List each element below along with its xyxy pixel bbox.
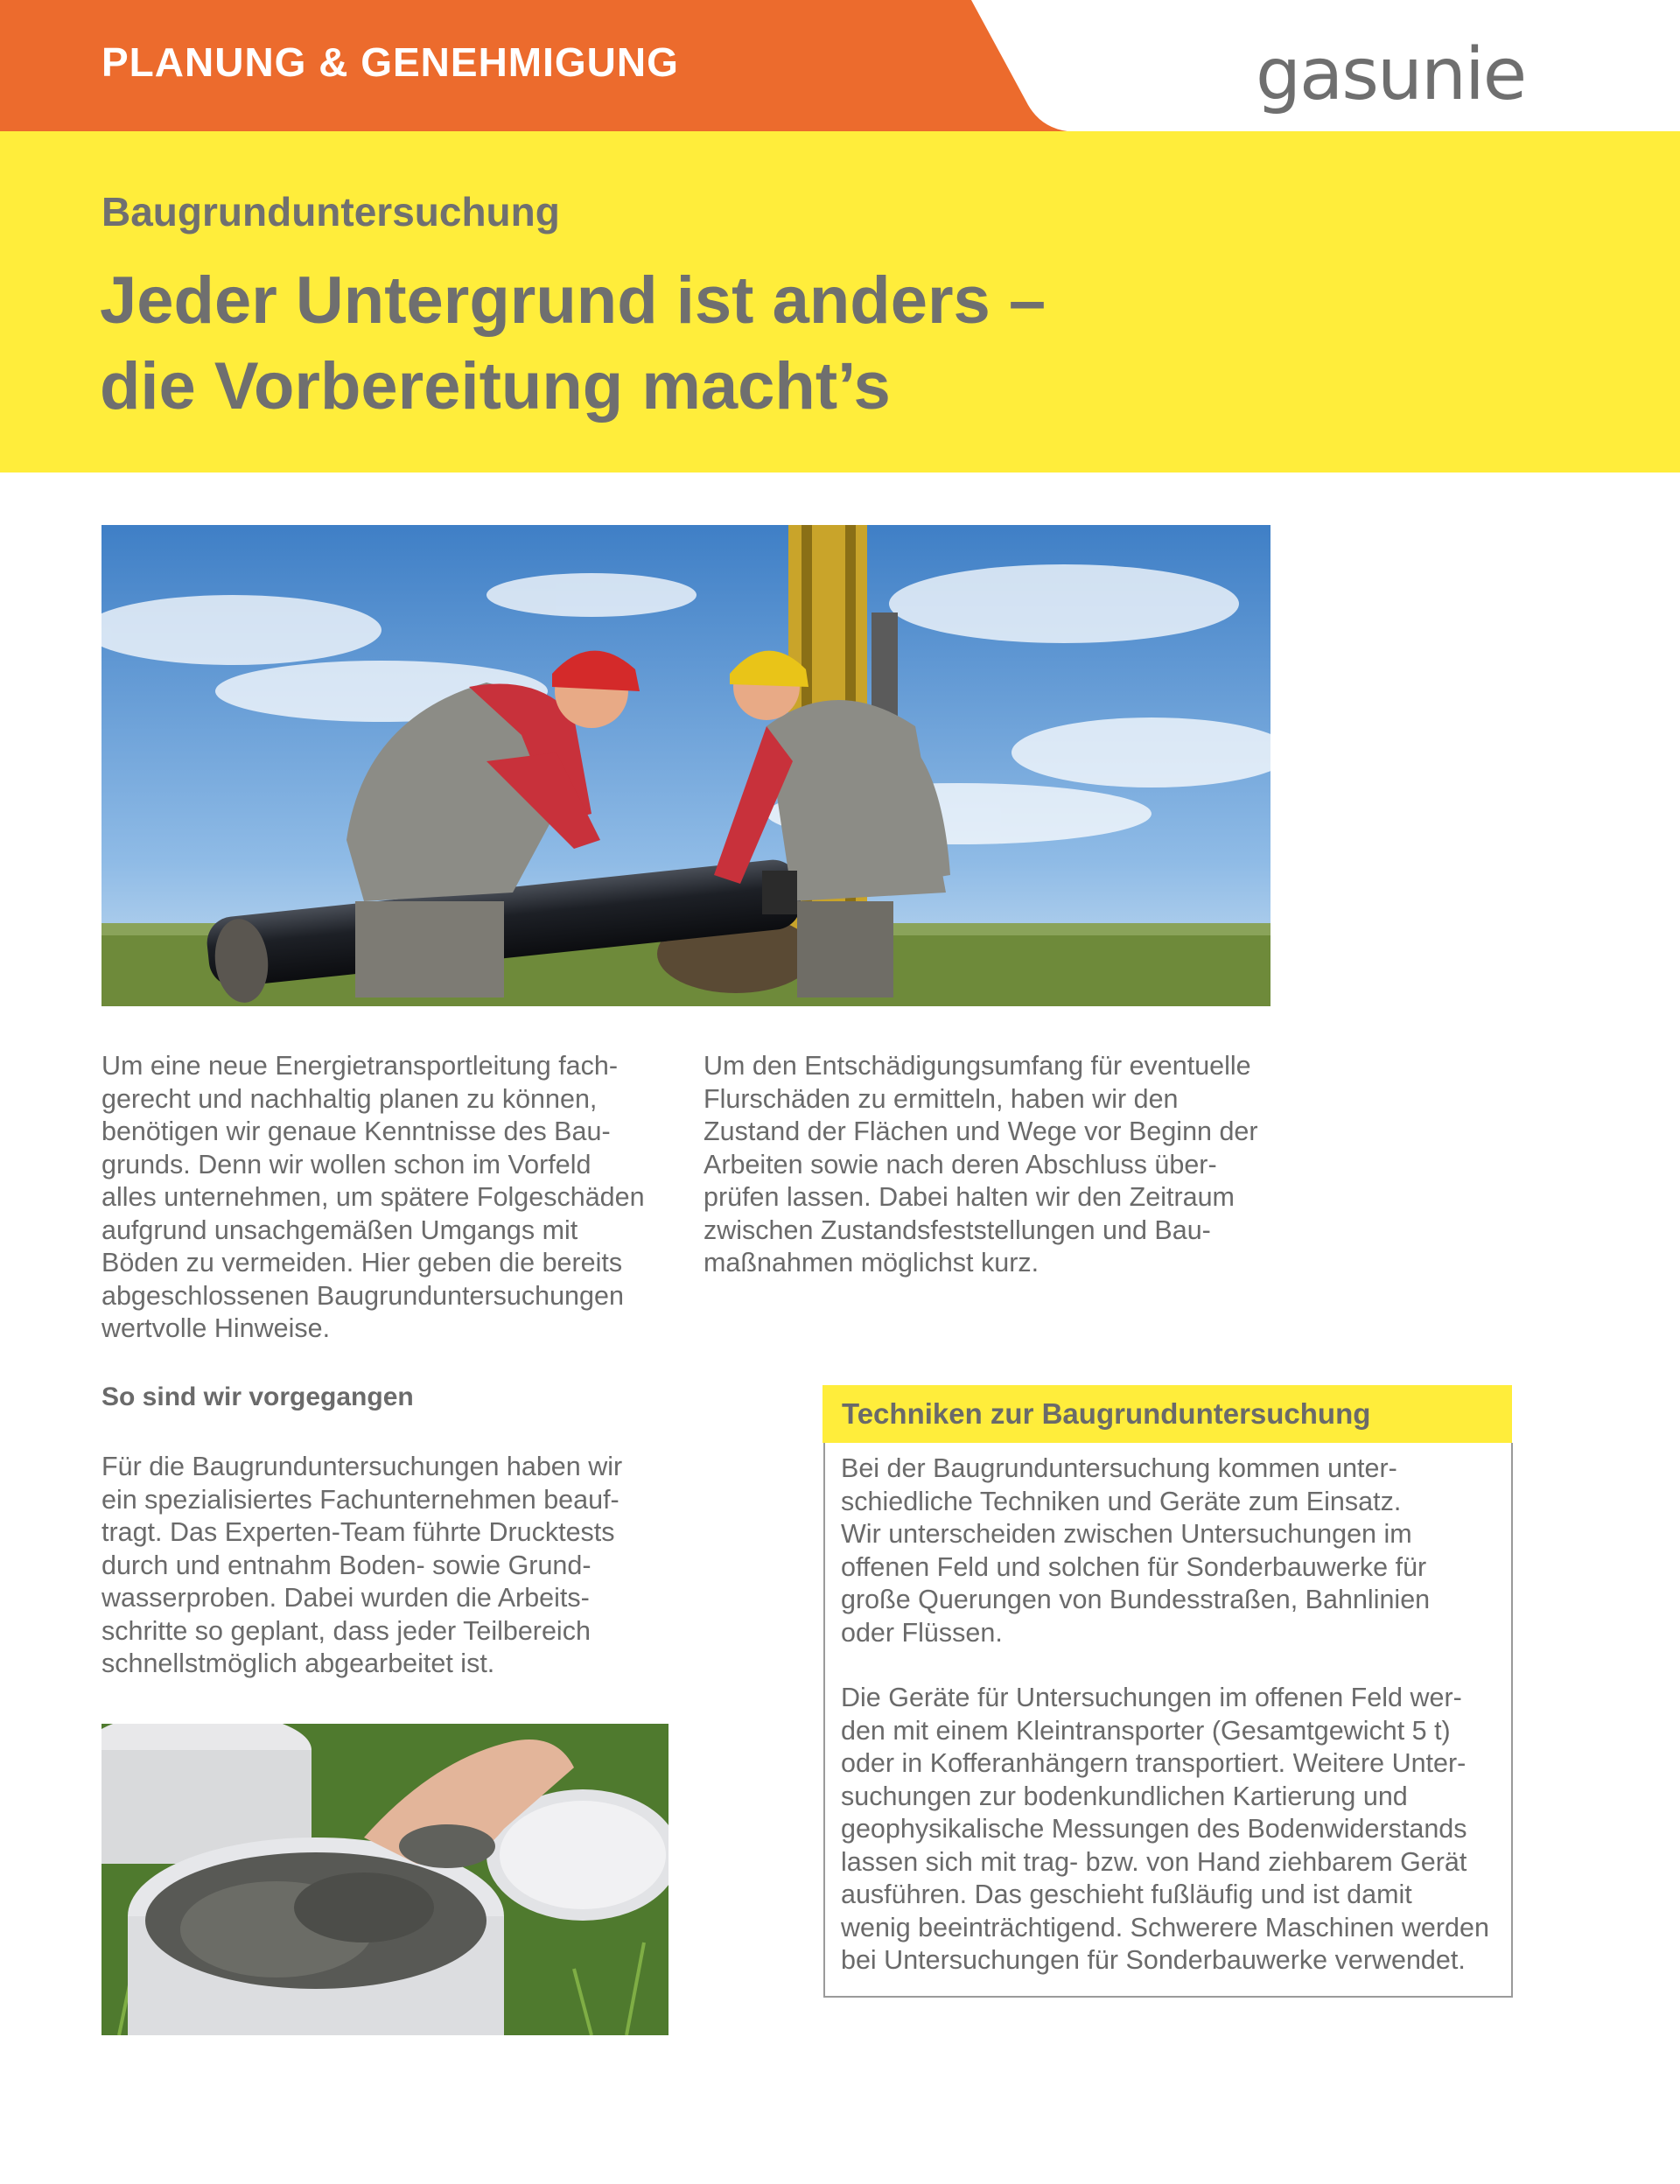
text-line: wasserproben. Dabei wurden die Arbeits- <box>102 1583 590 1613</box>
text-line: oder Flüssen. <box>841 1617 1003 1648</box>
text-line: oder in Kofferanhängern transportiert. Weitere Unter- <box>841 1748 1466 1778</box>
text-line: große Querungen von Bundesstraßen, Bahnlinien <box>841 1585 1431 1614</box>
info-box-paragraph <box>841 1682 1489 1978</box>
headline-line: die Vorbereitung macht’s <box>100 349 891 424</box>
text-line: Zustand der Flächen und Wege vor Beginn der <box>704 1116 1258 1146</box>
text-line: schiedliche Techniken und Geräte zum Einsatz. <box>841 1486 1402 1516</box>
text-line: Die Geräte für Untersuchungen im offenen Feld wer- <box>841 1683 1462 1712</box>
text-line: Flurschäden zu ermitteln, haben wir den <box>704 1083 1179 1114</box>
text-line: suchungen zur bodenkundlichen Kartierung und <box>841 1781 1408 1811</box>
text-line: grunds. Denn wir wollen schon im Vorfeld <box>102 1149 592 1180</box>
text-line: offenen Feld und solchen für Sonderbauwerke für <box>841 1551 1427 1582</box>
gasunie-logo: gasunie <box>1256 33 1526 116</box>
section-label: PLANUNG & GENEHMIGUNG <box>102 39 679 85</box>
text-line: Bei der Baugrunduntersuchung kommen unter- <box>841 1453 1397 1483</box>
compensation-paragraph <box>704 1050 1258 1280</box>
text-line: wenig beeinträchtigend. Schwerere Maschinen werden <box>841 1912 1489 1942</box>
hero-photo <box>102 525 1270 1006</box>
text-line: tragt. Das Experten-Team führte Drucktests <box>102 1517 615 1547</box>
text-line: Arbeiten sowie nach deren Abschluss über- <box>704 1149 1217 1180</box>
text-line: Um eine neue Energietransportleitung fach- <box>102 1051 619 1081</box>
text-line: den mit einem Kleintransporter (Gesamtgewicht 5 t) <box>841 1715 1451 1746</box>
text-line: ein spezialisiertes Fachunternehmen beauf- <box>102 1484 620 1515</box>
kicker: Baugrunduntersuchung <box>102 189 560 234</box>
text-line: Wir unterscheiden zwischen Untersuchungen im <box>841 1519 1412 1549</box>
text-line: wertvolle Hinweise. <box>102 1313 331 1343</box>
text-line: prüfen lassen. Dabei halten wir den Zeitraum <box>704 1182 1235 1212</box>
text-line: schnellstmöglich abgearbeitet ist. <box>102 1648 495 1678</box>
text-line: abgeschlossenen Baugrunduntersuchungen <box>102 1280 624 1311</box>
text-line: Um den Entschädigungsumfang für eventuelle <box>704 1051 1251 1081</box>
text-line: alles unternehmen, um spätere Folgeschäden <box>102 1182 645 1212</box>
text-line: schritte so geplant, dass jeder Teilbereich <box>102 1615 591 1646</box>
info-box-paragraph <box>841 1452 1430 1649</box>
intro-paragraph <box>102 1050 645 1346</box>
text-line: durch und entnahm Boden- sowie Grund- <box>102 1550 592 1580</box>
text-line: geophysikalische Messungen des Bodenwiderstands <box>841 1814 1467 1844</box>
text-line: maßnahmen möglichst kurz. <box>704 1248 1040 1278</box>
text-line: Böden zu vermeiden. Hier geben die bereits <box>102 1248 623 1278</box>
text-line: zwischen Zustandsfeststellungen und Bau- <box>704 1214 1211 1245</box>
text-line: aufgrund unsachgemäßen Umgangs mit <box>102 1214 578 1245</box>
text-line: bei Untersuchungen für Sonderbauwerke verwendet. <box>841 1945 1466 1975</box>
text-line: lassen sich mit trag- bzw. von Hand ziehbarem Gerät <box>841 1846 1467 1877</box>
headline-line: Jeder Untergrund ist anders – <box>100 263 1046 338</box>
page-title <box>100 258 1046 430</box>
soil-sample-photo <box>102 1724 668 2035</box>
text-line: benötigen wir genaue Kenntnisse des Bau- <box>102 1116 611 1146</box>
text-line: Für die Baugrunduntersuchungen haben wir <box>102 1452 623 1481</box>
text-line: ausführen. Das geschieht fußläufig und ist damit <box>841 1880 1412 1909</box>
text-line: gerecht und nachhaltig planen zu können, <box>102 1083 598 1114</box>
info-box-title: Techniken zur Baugrunduntersuchung <box>842 1397 1371 1430</box>
procedure-paragraph <box>102 1451 622 1681</box>
subheading: So sind wir vorgegangen <box>102 1382 414 1411</box>
